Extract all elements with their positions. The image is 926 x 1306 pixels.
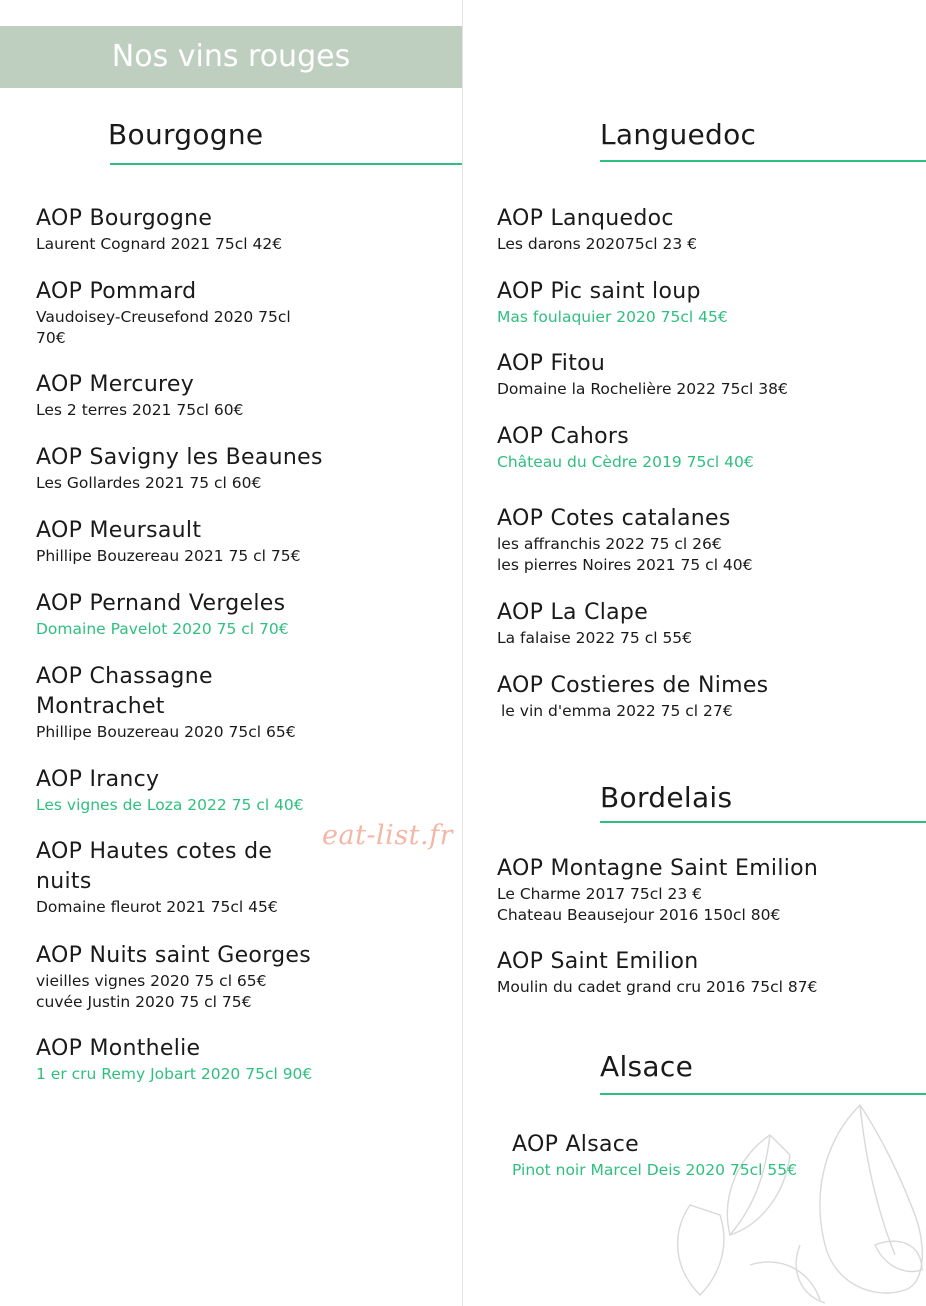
wine-entry [497, 947, 817, 998]
wine-name: AOP Pernand Vergeles [36, 591, 286, 616]
wine-detail: Domaine fleurot 2021 75cl 45€ [36, 898, 278, 916]
wine-detail: Domaine la Rochelière 2022 75cl 38€ [497, 380, 788, 398]
wine-entry [497, 854, 818, 926]
wine-entry [36, 443, 323, 494]
wine-name: AOP Monthelie [36, 1036, 201, 1061]
wine-detail: Les vignes de Loza 2022 75 cl 40€ [36, 796, 304, 814]
wine-detail: Le Charme 2017 75cl 23 € [497, 885, 702, 903]
wine-detail: Chateau Beausejour 2016 150cl 80€ [497, 906, 781, 924]
leaf-garlic-illustration-icon [660, 1095, 926, 1305]
wine-name: AOP Savigny les Beaunes [36, 445, 323, 470]
wine-name: AOP La Clape [497, 600, 649, 625]
wine-entry [497, 504, 753, 576]
wine-name: AOP Alsace [512, 1132, 639, 1157]
wine-entry [36, 941, 311, 1013]
wine-name: AOP Montagne Saint Emilion [497, 856, 819, 881]
wine-name: AOP Nuits saint Georges [36, 943, 312, 968]
wine-name: AOP Cotes catalanes [497, 506, 731, 531]
wine-detail: Moulin du cadet grand cru 2016 75cl 87€ [497, 978, 818, 996]
section-title-alsace: Alsace [600, 1050, 694, 1083]
wine-detail: le vin d'emma 2022 75 cl 27€ [501, 702, 733, 720]
wine-detail: vieilles vignes 2020 75 cl 65€ [36, 972, 267, 990]
section-title-bordelais: Bordelais [600, 781, 733, 814]
section-rule-bordelais [600, 821, 926, 823]
wine-detail: Château du Cèdre 2019 75cl 40€ [497, 453, 754, 471]
wine-detail: Phillipe Bouzereau 2021 75 cl 75€ [36, 547, 301, 565]
column-divider [462, 0, 463, 1306]
wine-detail: Laurent Cognard 2021 75cl 42€ [36, 235, 283, 253]
wine-name: AOP Pic saint loup [497, 279, 701, 304]
wine-detail: Pinot noir Marcel Deis 2020 75cl 55€ [512, 1161, 797, 1179]
section-title-bourgogne: Bourgogne [108, 118, 264, 151]
wine-name: AOP Bourgogne [36, 206, 213, 231]
wine-entry [36, 765, 304, 816]
wine-name: AOP Cahors [497, 424, 629, 449]
section-rule-languedoc [600, 160, 926, 162]
wine-detail: les pierres Noires 2021 75 cl 40€ [497, 556, 753, 574]
wine-name: AOP Lanquedoc [497, 206, 674, 231]
wine-name: AOP Costieres de Nimes [497, 673, 769, 698]
wine-name-continued: nuits [36, 869, 92, 894]
wine-name: AOP Mercurey [36, 372, 195, 397]
wine-entry [512, 1130, 797, 1181]
wine-detail: Les darons 202075cl 23 € [497, 235, 698, 253]
wine-name: AOP Saint Emilion [497, 949, 699, 974]
wine-entry [36, 589, 289, 640]
wine-name-continued: Montrachet [36, 694, 165, 719]
wine-detail: cuvée Justin 2020 75 cl 75€ [36, 993, 252, 1011]
section-title-languedoc: Languedoc [600, 118, 757, 151]
wine-entry [497, 349, 788, 400]
wine-name: AOP Chassagne [36, 664, 213, 689]
wine-detail: Vaudoisey-Creusefond 2020 75cl [36, 308, 291, 326]
wine-detail: Mas foulaquier 2020 75cl 45€ [497, 308, 728, 326]
wine-entry [36, 1034, 312, 1085]
wine-name: AOP Fitou [497, 351, 606, 376]
wine-detail: Les 2 terres 2021 75cl 60€ [36, 401, 244, 419]
wine-detail: les affranchis 2022 75 cl 26€ [497, 535, 722, 553]
wine-name: AOP Pommard [36, 279, 197, 304]
wine-entry [36, 204, 282, 255]
section-rule-bourgogne [110, 163, 462, 165]
wine-detail: 1 er cru Remy Jobart 2020 75cl 90€ [36, 1065, 313, 1083]
wine-entry [36, 516, 301, 567]
watermark: eat-list.fr [322, 820, 454, 851]
wine-detail: La falaise 2022 75 cl 55€ [497, 629, 693, 647]
wine-detail: 70€ [36, 329, 66, 347]
wine-detail: Phillipe Bouzereau 2020 75cl 65€ [36, 723, 296, 741]
wine-entry [497, 204, 697, 255]
wine-entry [497, 598, 692, 649]
wine-entry [36, 277, 291, 349]
wine-detail: Les Gollardes 2021 75 cl 60€ [36, 474, 262, 492]
wine-entry [36, 837, 278, 918]
wine-name: AOP Meursault [36, 518, 202, 543]
page-banner: Nos vins rouges [0, 26, 462, 88]
wine-entry [497, 277, 728, 328]
wine-entry [36, 370, 243, 421]
wine-name: AOP Irancy [36, 767, 160, 792]
wine-entry [36, 662, 296, 743]
wine-detail: Domaine Pavelot 2020 75 cl 70€ [36, 620, 289, 638]
wine-name: AOP Hautes cotes de [36, 839, 273, 864]
wine-entry [497, 422, 754, 473]
wine-entry [497, 671, 768, 722]
